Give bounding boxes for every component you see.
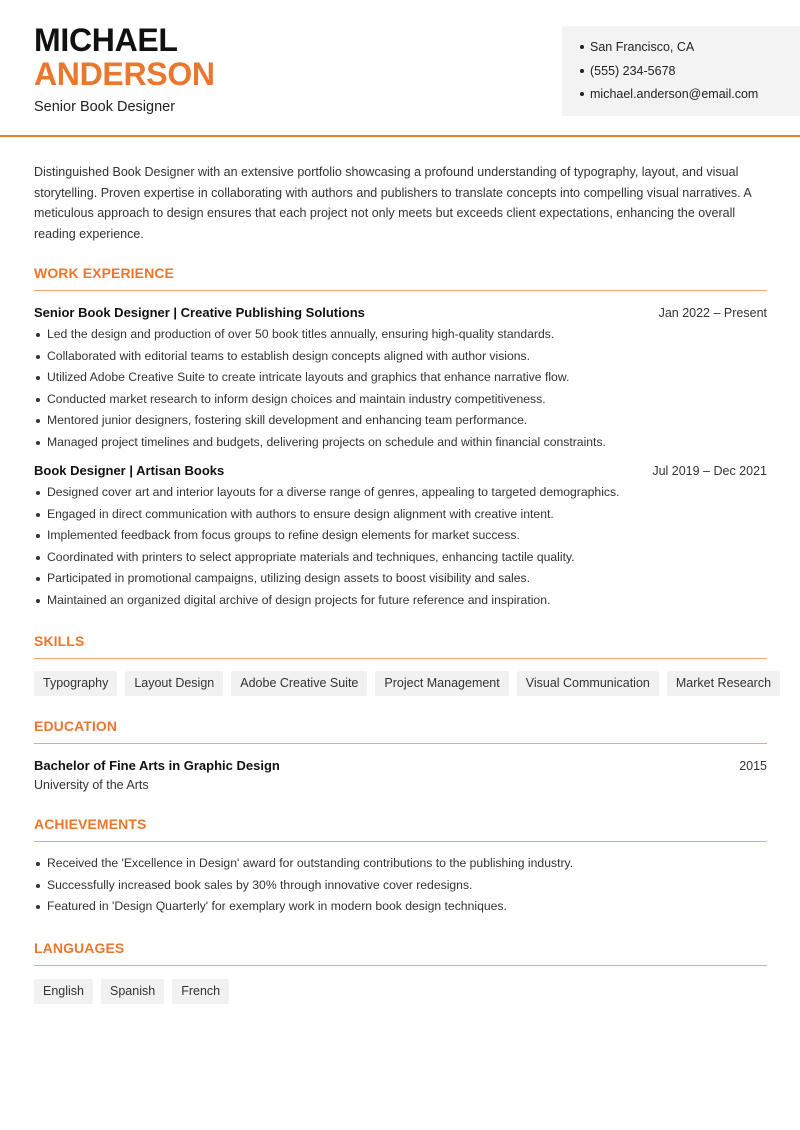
education-section — [34, 718, 767, 792]
contact-box — [562, 26, 800, 116]
skills-section — [34, 633, 772, 696]
contact-phone: (555) 234-5678 — [580, 60, 800, 84]
resume-content — [34, 162, 772, 1004]
education-school: University of the Arts — [34, 778, 149, 792]
last-name: ANDERSON — [34, 56, 215, 92]
contact-email[interactable]: michael.anderson@email.com — [580, 83, 800, 107]
skill-chip: Layout Design — [125, 671, 223, 696]
job-dates: Jul 2019 – Dec 2021 — [652, 464, 767, 478]
job-bullet: Led the design and production of over 50 book titles annually, ensuring high-quality standards. — [34, 324, 767, 346]
job-role: Senior Book Designer | Creative Publishing Solutions — [34, 305, 365, 320]
job-bullet: Engaged in direct communication with authors to ensure design alignment with creative intent. — [34, 504, 767, 526]
achievement-item: Successfully increased book sales by 30% through innovative cover redesigns. — [34, 875, 767, 897]
education-year: 2015 — [739, 759, 767, 773]
summary: Distinguished Book Designer with an extensive portfolio showcasing a profound understanding of typography, layout, and visual storytelling. Proven expertise in collaborating with authors and publishers to translate concepts into compelling visual narratives. A meticulous approach to design ensures that each project not only meets but exceeds client expectations, enhancing the overall reading experience. — [34, 165, 752, 241]
candidate-name — [34, 24, 215, 91]
job-bullet: Maintained an organized digital archive of design projects for future reference and inspiration. — [34, 590, 767, 612]
job-title: Senior Book Designer — [34, 99, 176, 115]
skill-chip: Project Management — [375, 671, 508, 696]
job-bullet: Coordinated with printers to select appropriate materials and techniques, enhancing tactile quality. — [34, 547, 767, 569]
work-experience-section — [34, 265, 767, 611]
job-bullet: Collaborated with editorial teams to establish design concepts aligned with author visions. — [34, 346, 767, 368]
job-bullet: Managed project timelines and budgets, delivering projects on schedule and within financial constraints. — [34, 432, 767, 454]
job-bullet: Designed cover art and interior layouts for a diverse range of genres, appealing to targeted demographics. — [34, 482, 767, 504]
job-bullet: Participated in promotional campaigns, utilizing design assets to boost visibility and sales. — [34, 568, 767, 590]
job-entry — [34, 305, 767, 453]
achievement-item: Featured in 'Design Quarterly' for exemplary work in modern book design techniques. — [34, 896, 767, 918]
skill-chip: Visual Communication — [517, 671, 659, 696]
job-bullet: Utilized Adobe Creative Suite to create intricate layouts and graphics that enhance narrative flow. — [34, 367, 767, 389]
section-title-achievements: ACHIEVEMENTS — [34, 816, 767, 842]
skill-chip: Market Research — [667, 671, 780, 696]
section-title-work: WORK EXPERIENCE — [34, 265, 767, 291]
section-title-education: EDUCATION — [34, 718, 767, 744]
contact-location: San Francisco, CA — [580, 36, 800, 60]
section-title-languages: LANGUAGES — [34, 940, 767, 966]
language-chip: French — [172, 979, 229, 1004]
job-dates: Jan 2022 – Present — [658, 306, 767, 320]
job-bullet: Mentored junior designers, fostering skill development and enhancing team performance. — [34, 410, 767, 432]
achievement-item: Received the 'Excellence in Design' award for outstanding contributions to the publishing industry. — [34, 853, 767, 875]
language-chip: Spanish — [101, 979, 164, 1004]
job-bullet: Conducted market research to inform design choices and maintain industry competitiveness. — [34, 389, 767, 411]
first-name: MICHAEL — [34, 22, 178, 58]
job-role: Book Designer | Artisan Books — [34, 463, 225, 478]
job-entry — [34, 463, 767, 611]
education-degree: Bachelor of Fine Arts in Graphic Design — [34, 758, 280, 773]
skill-chip: Typography — [34, 671, 117, 696]
skill-chip: Adobe Creative Suite — [231, 671, 367, 696]
languages-section — [34, 940, 767, 1004]
section-title-skills: SKILLS — [34, 633, 767, 659]
job-bullet: Implemented feedback from focus groups to refine design elements for market success. — [34, 525, 767, 547]
achievements-section — [34, 816, 767, 918]
resume-header — [0, 0, 800, 137]
language-chip: English — [34, 979, 93, 1004]
